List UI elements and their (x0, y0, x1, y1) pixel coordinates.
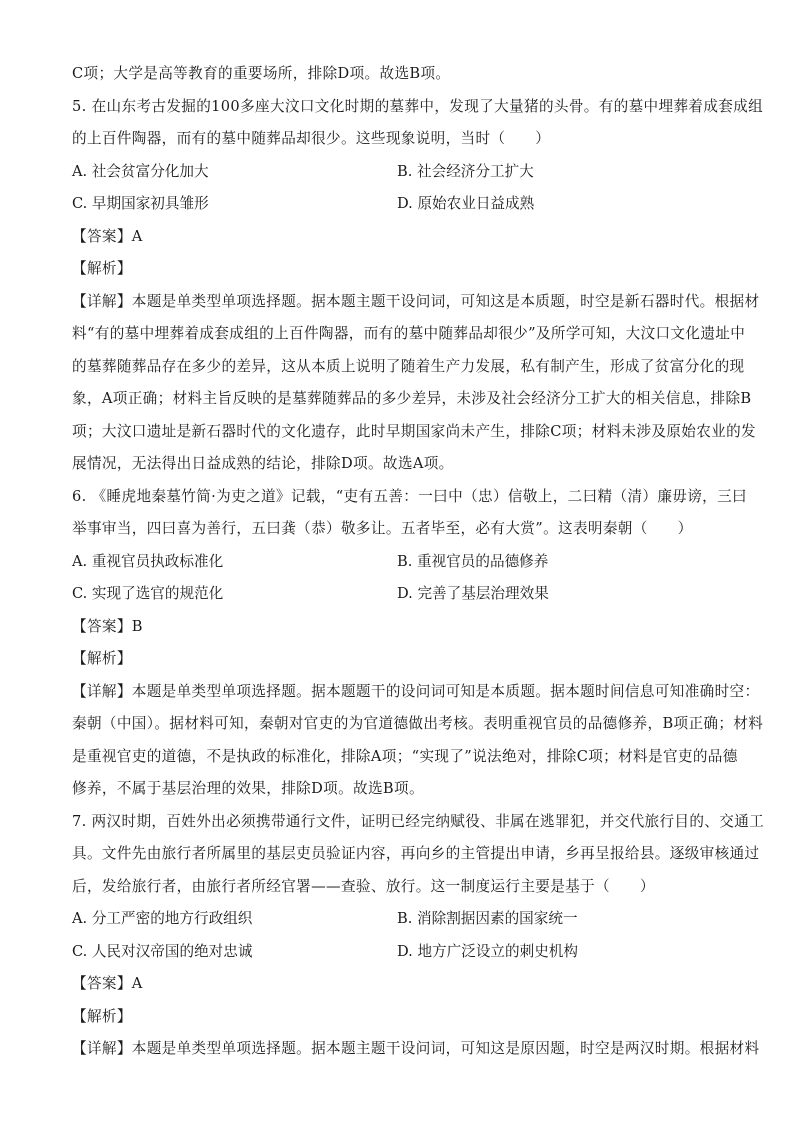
answer-option: B. 消除割据因素的国家统一 (397, 910, 578, 927)
explanation-line: 【详解】本题是单类型单项选择题。据本题题干的设问词可知是本质题。据本题时间信息可知准确时空： (72, 682, 760, 700)
analysis-label: 【解析】 (72, 260, 132, 277)
text-line: 修养，不属于基层治理的效果，排除D项。故选B项。 (72, 780, 424, 797)
explanation-line: 【详解】本题是单类型单项选择题。据本题主题干设问词，可知这是本质题，时空是新石器时代。根据材 (72, 292, 760, 310)
analysis-label: 【解析】 (72, 650, 132, 667)
answer-option: C. 早期国家初具雏形 (72, 195, 209, 212)
answer-label: 【答案】A (72, 227, 143, 245)
answer-label: 【答案】B (72, 617, 143, 635)
text-line: 展情况，无法得出日益成熟的结论，排除D项。故选A项。 (72, 455, 454, 472)
text-line: 的墓葬随葬品存在多少的差异，这从本质上说明了随着生产力发展，私有制产生，形成了贫富分化的现 (72, 357, 745, 375)
text-line: 举事审当，四曰喜为善行，五曰龚（恭）敬多让。五者毕至，必有大赏”。这表明秦朝（ ） (72, 520, 693, 537)
answer-options-row (72, 903, 724, 936)
question-stem: 5. 在山东考古发掘的100多座大汶口文化时期的墓葬中，发现了大量猪的头骨。有的墓中埋葬着成套成组 (72, 97, 764, 115)
answer-options-row (72, 936, 724, 969)
answer-option: A. 社会贫富分化加大 (72, 162, 209, 180)
explanation-line: 【详解】本题是单类型单项选择题。据本题主题干设问词，可知这是原因题，时空是两汉时期。根据材料 (72, 1040, 760, 1057)
text-line: 具。文件先由旅行者所属里的基层吏员验证内容，再向乡的主管提出申请，乡再呈报给县。逐级审核通过 (72, 845, 760, 862)
text-line: 象，A项正确；材料主旨反映的是墓葬随葬品的多少差异，未涉及社会经济分工扩大的相关信息，排除B (72, 390, 752, 407)
answer-option: A. 分工严密的地方行政组织 (72, 910, 253, 927)
text-line: 的上百件陶器，而有的墓中随葬品却很少。这些现象说明，当时（ ） (72, 130, 551, 147)
answer-options-row (72, 578, 724, 611)
question-stem: 7. 两汉时期，百姓外出必须携带通行文件，证明已经完纳赋役、非属在逃罪犯，并交代旅行目的、交通工 (72, 812, 765, 830)
answer-option: D. 完善了基层治理效果 (397, 585, 549, 602)
text-line: 项；大汶口遗址是新石器时代的文化遗存，此时早期国家尚未产生，排除C项；材料未涉及原始农业的发 (72, 422, 756, 440)
answer-option: D. 地方广泛设立的刺史机构 (397, 942, 578, 960)
answer-option: C. 实现了选官的规范化 (72, 585, 224, 602)
text-line: 后，发给旅行者，由旅行者所经官署——查验、放行。这一制度运行主要是基于（ ） (72, 877, 655, 895)
answer-option: D. 原始农业日益成熟 (397, 195, 535, 212)
answer-option: B. 社会经济分工扩大 (397, 162, 534, 180)
answer-option: A. 重视官员执政标准化 (72, 552, 224, 570)
answer-options-row (72, 546, 724, 579)
analysis-label: 【解析】 (72, 1007, 132, 1025)
answer-option: C. 人民对汉帝国的绝对忠诚 (72, 942, 253, 960)
text-line: C项；大学是高等教育的重要场所，排除D项。故选B项。 (72, 65, 451, 82)
answer-label: 【答案】A (72, 975, 143, 992)
text-line: 是重视官吏的道德，不是执政的标准化，排除A项；“实现了”说法绝对，排除C项；材料是官吏的品德 (72, 747, 738, 765)
document-page (72, 58, 765, 1066)
answer-option: B. 重视官员的品德修养 (397, 552, 549, 570)
answer-options-row (72, 156, 724, 189)
answer-options-row (72, 188, 724, 221)
text-line: 料“有的墓中埋葬着成套成组的上百件陶器，而有的墓中随葬品却很少”及所学可知，大汶口文化遗址中 (72, 325, 746, 342)
question-stem: 6. 《睡虎地秦墓竹简·为吏之道》记载，“吏有五善：一曰中（忠）信敬上，二曰精（清）廉毋谤，三曰 (72, 487, 747, 505)
text-line: 秦朝（中国）。据材料可知，秦朝对官吏的为官道德做出考核。表明重视官员的品德修养，B项正确；材料 (72, 715, 764, 732)
